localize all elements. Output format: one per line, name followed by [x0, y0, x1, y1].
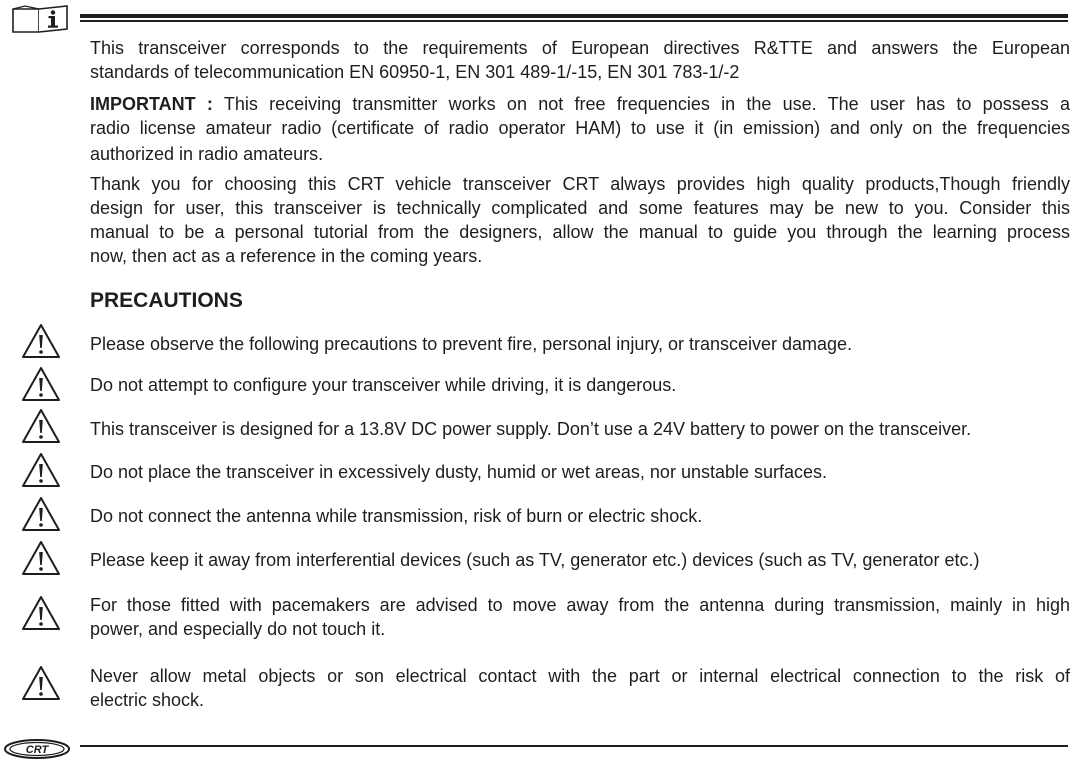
- precaution-text: Please keep it away from interferential devices (such as TV, generator etc.) devices (such as TV, generator etc.): [90, 550, 980, 570]
- important-line-2: radio license amateur radio (certificate of radio operator HAM) to use it (in emission) and only on the frequencies: [90, 118, 1070, 138]
- intro-line-1: This transceiver corresponds to the requirements of European directives R&TTE and answers the European: [90, 38, 1070, 58]
- precaution-text: Do not place the transceiver in excessively dusty, humid or wet areas, nor unstable surfaces.: [90, 462, 828, 482]
- precaution-text: For those fitted with pacemakers are advised to move away from the antenna during transmission, mainly in high: [90, 595, 1070, 615]
- precaution-text: Never allow metal objects or son electrical contact with the part or internal electrical connection to the risk of: [90, 666, 1070, 686]
- warning-triangle-icon: [20, 539, 62, 577]
- info-book-icon: [11, 5, 69, 34]
- important-label: IMPORTANT :: [90, 94, 213, 114]
- precaution-text: This transceiver is designed for a 13.8V DC power supply. Don’t use a 24V battery to power on the transceiver.: [90, 419, 972, 439]
- footer-rule: [80, 745, 1068, 747]
- warning-triangle-icon: [20, 451, 62, 489]
- warning-triangle-icon: [20, 664, 62, 702]
- thanks-line-3: manual to be a personal tutorial from the designers, allow the manual to guide you through the learning process: [90, 222, 1070, 242]
- warning-triangle-icon: [20, 407, 62, 445]
- warning-triangle-icon: [20, 322, 62, 360]
- crt-logo-text: CRT: [25, 744, 49, 756]
- precaution-text-cont: electric shock.: [90, 690, 205, 710]
- thanks-line-1: Thank you for choosing this CRT vehicle transceiver CRT always provides high quality products,Though friendly: [90, 174, 1070, 194]
- thanks-paragraph: [90, 172, 1070, 268]
- important-line-3: authorized in radio amateurs.: [90, 144, 324, 164]
- important-line-1-text: This receiving transmitter works on not free frequencies in the use. The user has to possess a: [212, 94, 1070, 114]
- header-rule: [80, 14, 1068, 23]
- intro-paragraph: [90, 36, 1070, 84]
- precaution-text-cont: power, and especially do not touch it.: [90, 619, 386, 639]
- precaution-text: Do not connect the antenna while transmission, risk of burn or electric shock.: [90, 506, 703, 526]
- important-line-1: [90, 92, 1070, 116]
- warning-triangle-icon: [20, 594, 62, 632]
- important-paragraph: [90, 92, 1070, 166]
- precautions-heading: PRECAUTIONS: [90, 289, 243, 312]
- precaution-text: Do not attempt to configure your transceiver while driving, it is dangerous.: [90, 375, 677, 395]
- warning-triangle-icon: [20, 365, 62, 403]
- warning-triangle-icon: [20, 495, 62, 533]
- crt-logo: [2, 738, 72, 760]
- thanks-line-2: design for user, this transceiver is technically complicated and some features may be new to you. Consider this: [90, 198, 1070, 218]
- precaution-text: Please observe the following precautions to prevent fire, personal injury, or transceiver damage.: [90, 334, 853, 354]
- intro-line-2: standards of telecommunication EN 60950-1, EN 301 489-1/-15, EN 301 783-1/-2: [90, 62, 740, 82]
- thanks-line-4: now, then act as a reference in the coming years.: [90, 246, 483, 266]
